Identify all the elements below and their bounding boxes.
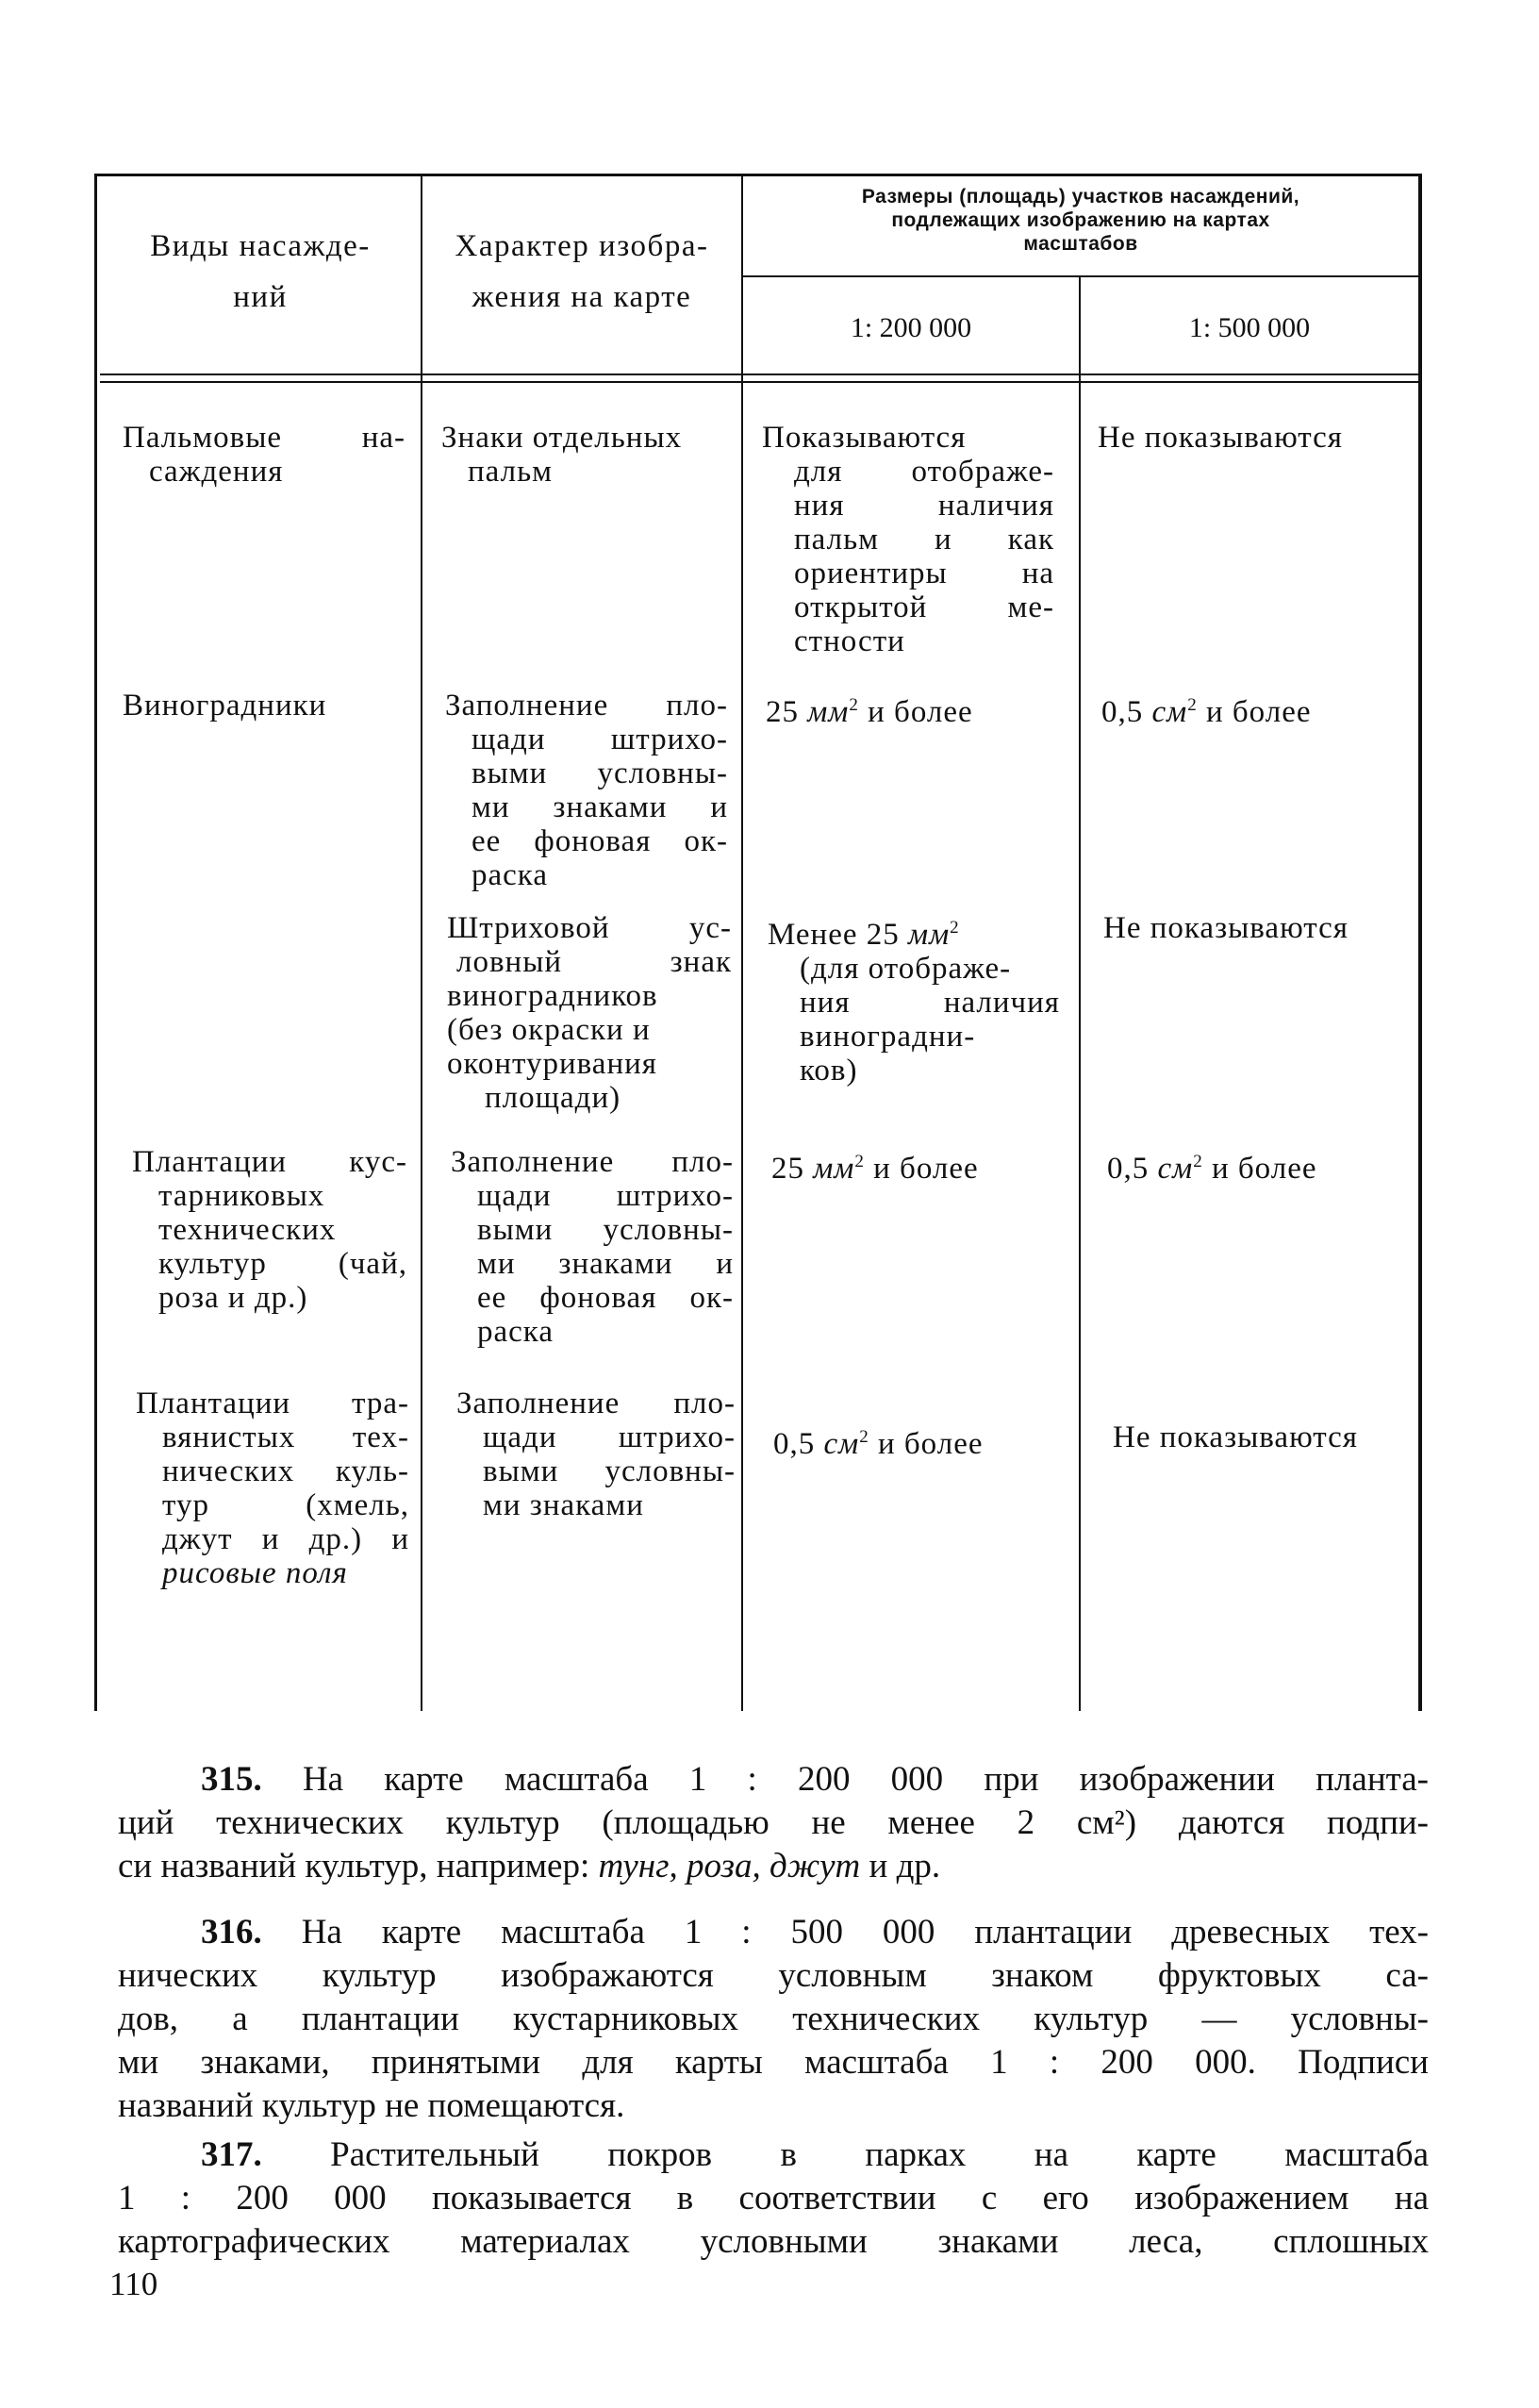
table-top-border [94, 174, 1422, 176]
table-right-border [1418, 174, 1422, 1711]
paragraph-316: 316. На карте масштаба 1 : 500 000 плантации древесных тех- нических культур изображаются условным знаком фруктовых са- дов, а плантации кустарниковых технических культур — условны- ми знаками, принятыми для карты масштаба 1 : 200 000. Подписи названий культур не помещаются. [118, 1913, 1429, 2125]
header-rule-2 [100, 381, 1420, 383]
row1-scale-500k: Не показываются [1098, 421, 1343, 455]
header-size-group: Размеры (площадь) участков насаждений, подлежащих изображению на картах масштабов [861, 186, 1300, 255]
row5-scale-500k: Не показываются [1113, 1420, 1358, 1454]
row2-depiction: Заполнение пло- щади штрихо- выми условны- ми знаками и ее фоновая ок- раска [445, 689, 728, 892]
plantations-table [100, 174, 1420, 1711]
table-left-border [94, 174, 97, 1711]
row4-scale-500k: 0,5 $см^2$ и более [1107, 1152, 1317, 1186]
header-plant-type: Виды насажде- ний [150, 229, 371, 314]
row4-depiction: Заполнение пло- щади штрихо- выми условны- ми знаками и ее фоновая ок- раска [451, 1145, 734, 1349]
row2-type: Виноградники [123, 689, 327, 722]
col-divider-2 [741, 174, 743, 1711]
group-header-rule [741, 275, 1420, 277]
row3-depiction: Штриховой ус- ловный знак виноградников (без окраски и оконтуривания площади) [447, 911, 732, 1115]
paragraph-317: 317. Растительный покров в парках на карте масштаба 1 : 200 000 показывается в соответствии с его изображением на картографических материалах условными знаками леса, сплошных [118, 2135, 1429, 2261]
header-rule-1 [100, 374, 1420, 375]
row4-scale-200k: 25 $мм^2$ и более [771, 1152, 979, 1186]
row4-type: Плантации кус- тарниковых технических культур (чай, роза и др.) [132, 1145, 407, 1315]
header-scale-200k: 1: 200 000 [850, 312, 972, 343]
row3-scale-500k: Не показываются [1103, 911, 1349, 945]
header-scale-500k: 1: 500 000 [1188, 312, 1311, 343]
col-divider-1 [421, 174, 422, 1711]
row1-type: Пальмовые на- саждения [123, 421, 405, 489]
page-number: 110 [109, 2266, 158, 2302]
row1-depiction: Знаки отдельных пальм [441, 421, 683, 489]
paragraph-315: 315. На карте масштаба 1 : 200 000 при изображении планта- ций технических культур (площадью не менее 2 см²) даются подпи- си названий культур, например: тунг, роза, джут и др. [118, 1758, 1429, 1888]
p315-last-line: си названий культур, например: тунг, роза, джут и др. [118, 1847, 941, 1885]
row3-scale-200k: Менее 25 $мм^2$ (для отображе- ния наличия виноградни- ков) [768, 918, 1060, 1088]
row2-scale-200k: 25 $мм^2$ и более [766, 695, 973, 729]
row1-scale-200k: Показываются для отображе- ния наличия пальм и как ориентиры на открытой ме- стности [762, 421, 1054, 658]
col-divider-3 [1079, 277, 1081, 1711]
row5-depiction: Заполнение пло- щади штрихо- выми условны- ми знаками [456, 1387, 736, 1522]
row5-scale-200k: 0,5 $см^2$ и более [773, 1427, 984, 1461]
header-map-depiction: Характер изобра- жения на карте [455, 229, 709, 314]
row5-type: Плантации тра- вянистых тех- нических куль- тур (хмель, джут и др.) и рисовые поля [136, 1387, 409, 1590]
row2-scale-500k: 0,5 $см^2$ и более [1101, 695, 1312, 729]
